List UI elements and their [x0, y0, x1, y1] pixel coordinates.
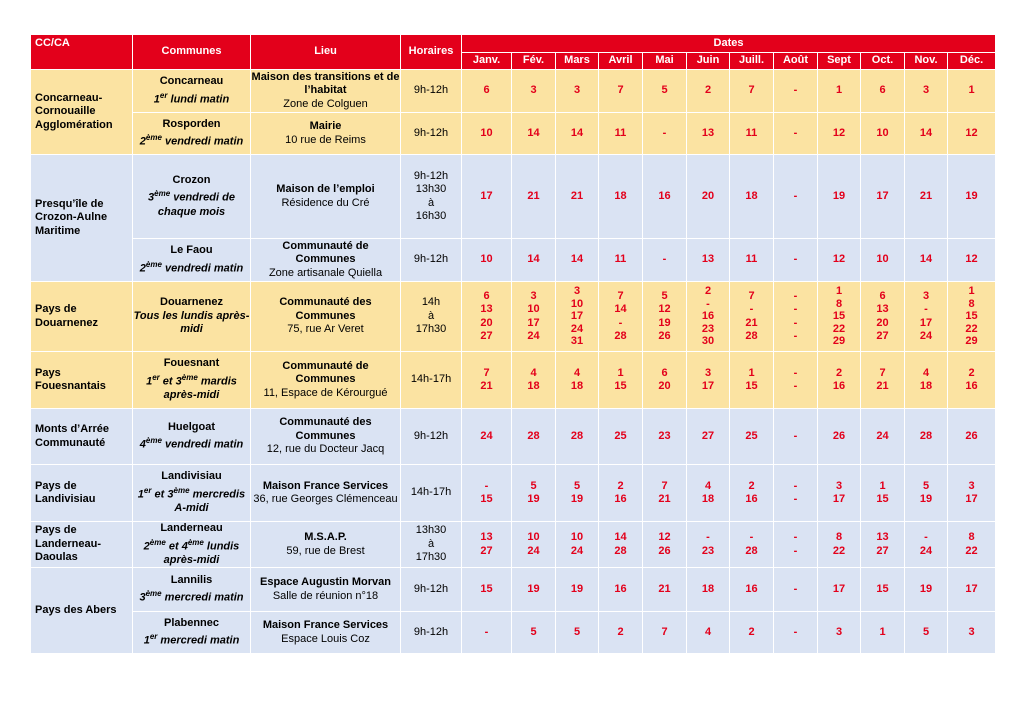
date-cell: 11	[730, 239, 774, 282]
date-cell: 6	[861, 70, 905, 113]
lieu-cell	[251, 522, 401, 568]
date-cell: 12	[818, 113, 861, 155]
date-cell: 3 10 17 24	[512, 282, 556, 352]
date-cell: 23	[643, 409, 687, 465]
date-cell: 24	[462, 409, 512, 465]
header-month: Nov.	[905, 53, 948, 70]
date-cell: 2	[730, 612, 774, 654]
date-cell: 8 22	[818, 522, 861, 568]
date-cell: 17	[818, 568, 861, 612]
date-cell: 18	[599, 155, 643, 239]
date-cell: 6 20	[643, 352, 687, 409]
lieu-address: Salle de réunion n°18	[272, 589, 379, 602]
lieu-title: Espace Augustin Morvan	[259, 576, 391, 589]
header-month: Fév.	[512, 53, 556, 70]
date-cell: 4 18	[512, 352, 556, 409]
table-row	[31, 155, 996, 239]
lieu-title: Maison des transitions et de l’habitat	[251, 70, 400, 97]
date-cell: 7	[730, 70, 774, 113]
date-cell: 21	[905, 155, 948, 239]
header-lieu: Lieu	[251, 35, 401, 70]
date-cell: 6	[462, 70, 512, 113]
table-row	[31, 568, 996, 612]
date-cell: 28	[905, 409, 948, 465]
date-cell: 13 27	[861, 522, 905, 568]
header-month: Oct.	[861, 53, 905, 70]
date-cell: 15	[462, 568, 512, 612]
date-cell: 19	[905, 568, 948, 612]
date-cell: -	[774, 568, 818, 612]
date-cell: 2	[687, 70, 730, 113]
horaires-cell: 13h30 à 17h30	[401, 522, 462, 568]
commune-cell	[133, 522, 251, 568]
date-cell: - -	[774, 465, 818, 522]
commune-name: Crozon	[172, 173, 211, 186]
date-cell: 14	[905, 113, 948, 155]
date-cell: 3	[948, 612, 996, 654]
commune-cell	[133, 113, 251, 155]
horaires-cell: 14h-17h	[401, 465, 462, 522]
date-cell: 7 - 21 28	[730, 282, 774, 352]
horaires-cell: 9h-12h	[401, 70, 462, 113]
date-cell: 19	[556, 568, 599, 612]
date-cell: 19	[512, 568, 556, 612]
date-cell: 18	[687, 568, 730, 612]
date-cell: - -	[774, 522, 818, 568]
commune-name: Fouesnant	[163, 357, 220, 370]
horaires-cell: 14h à 17h30	[401, 282, 462, 352]
header-month: Août	[774, 53, 818, 70]
date-cell: 5 19	[512, 465, 556, 522]
date-cell: 28	[512, 409, 556, 465]
horaires-cell: 9h-12h 13h30 à 16h30	[401, 155, 462, 239]
commune-name: Le Faou	[170, 244, 213, 257]
table-body	[31, 70, 996, 654]
date-cell: 7 21	[462, 352, 512, 409]
date-cell: 7 21	[643, 465, 687, 522]
lieu-address: 59, rue de Brest	[286, 544, 365, 557]
date-cell: 10	[861, 239, 905, 282]
commune-name: Landerneau	[160, 522, 223, 534]
date-cell: 7	[643, 612, 687, 654]
lieu-address: 75, rue Ar Veret	[287, 323, 364, 336]
date-cell: 19	[948, 155, 996, 239]
date-cell: - -	[774, 352, 818, 409]
date-cell: 17	[861, 155, 905, 239]
date-cell: 25	[730, 409, 774, 465]
table-row	[31, 409, 996, 465]
date-cell: 2 16	[599, 465, 643, 522]
header-horaires: Horaires	[401, 35, 462, 70]
lieu-cell	[251, 113, 401, 155]
commune-name: Huelgoat	[167, 420, 216, 433]
lieu-cell	[251, 409, 401, 465]
date-cell: 2 16	[730, 465, 774, 522]
header-cc: CC/CA	[31, 35, 133, 70]
date-cell: - 23	[687, 522, 730, 568]
commune-cell	[133, 568, 251, 612]
table-header	[31, 35, 996, 70]
date-cell: 5	[643, 70, 687, 113]
lieu-cell	[251, 352, 401, 409]
table-row	[31, 70, 996, 113]
date-cell: 12	[948, 113, 996, 155]
commune-frequency: 1er mercredi matin	[143, 632, 240, 647]
horaires-cell: 9h-12h	[401, 409, 462, 465]
lieu-cell	[251, 70, 401, 113]
date-cell: 11	[730, 113, 774, 155]
date-cell: 20	[687, 155, 730, 239]
date-cell: 12	[948, 239, 996, 282]
date-cell: 5	[905, 612, 948, 654]
date-cell: - 15	[462, 465, 512, 522]
date-cell: 8 22	[948, 522, 996, 568]
lieu-title: Communauté de Communes	[282, 239, 369, 266]
commune-frequency: 1er et 3ème mardis après-midi	[146, 372, 237, 402]
date-cell: 13	[687, 113, 730, 155]
date-cell: 3 17	[948, 465, 996, 522]
commune-frequency: 3ème vendredi de chaque mois	[148, 189, 235, 218]
date-cell: 16	[730, 568, 774, 612]
header-communes: Communes	[133, 35, 251, 70]
cc-name: Pays de Douarnenez	[31, 282, 133, 352]
lieu-address: Zone de Colguen	[283, 97, 368, 110]
date-cell: 26	[818, 409, 861, 465]
date-cell: 4 18	[556, 352, 599, 409]
date-cell: 13 27	[462, 522, 512, 568]
commune-name: Lannilis	[170, 573, 213, 586]
date-cell: -	[774, 70, 818, 113]
commune-cell	[133, 465, 251, 522]
date-cell: 3	[905, 70, 948, 113]
cc-name: Monts d’Arrée Communauté	[31, 409, 133, 465]
date-cell: -	[774, 155, 818, 239]
date-cell: 21	[512, 155, 556, 239]
date-cell: 19	[818, 155, 861, 239]
date-cell: 18	[730, 155, 774, 239]
table-row	[31, 465, 996, 522]
commune-frequency: 1er lundi matin	[153, 90, 230, 106]
date-cell: 4 18	[905, 352, 948, 409]
date-cell: -	[774, 239, 818, 282]
lieu-title: Communauté des Communes	[279, 296, 372, 322]
commune-frequency: 1er et 3ème mercredis A-midi	[137, 485, 246, 515]
date-cell: 1 15	[861, 465, 905, 522]
date-cell: 3 10 17 24 31	[556, 282, 599, 352]
header-dates: Dates	[462, 35, 996, 53]
horaires-cell: 9h-12h	[401, 568, 462, 612]
cc-name: Pays des Abers	[31, 568, 133, 654]
lieu-title: Maison France Services	[262, 479, 389, 492]
lieu-title: M.S.A.P.	[304, 531, 347, 544]
cc-name: Pays Fouesnantais	[31, 352, 133, 409]
lieu-address: 11, Espace de Kérourgué	[263, 386, 388, 399]
commune-name: Plabennec	[163, 616, 220, 629]
date-cell: -	[643, 239, 687, 282]
lieu-cell	[251, 282, 401, 352]
header-month: Avril	[599, 53, 643, 70]
cc-name: Concarneau-Cornouaille Agglomération	[31, 70, 133, 155]
date-cell: 5 12 19 26	[643, 282, 687, 352]
cc-name: Presqu’île de Crozon-Aulne Maritime	[31, 155, 133, 282]
date-cell: 4	[687, 612, 730, 654]
date-cell: 5	[556, 612, 599, 654]
date-cell: 21	[643, 568, 687, 612]
date-cell: 7 14 - 28	[599, 282, 643, 352]
table-row	[31, 282, 996, 352]
permanence-table	[30, 34, 996, 654]
horaires-cell: 14h-17h	[401, 352, 462, 409]
horaires-cell: 9h-12h	[401, 612, 462, 654]
date-cell: 10 24	[512, 522, 556, 568]
date-cell: 10 24	[556, 522, 599, 568]
date-cell: 3 17	[687, 352, 730, 409]
date-cell: 14	[905, 239, 948, 282]
date-cell: 16	[599, 568, 643, 612]
commune-cell	[133, 612, 251, 654]
date-cell: 3 - 17 24	[905, 282, 948, 352]
date-cell: 24	[861, 409, 905, 465]
lieu-address: Zone artisanale Quiella	[268, 266, 383, 279]
table-row	[31, 239, 996, 282]
date-cell: 14	[512, 113, 556, 155]
date-cell: 15	[861, 568, 905, 612]
date-cell: 10	[861, 113, 905, 155]
horaires-cell: 9h-12h	[401, 113, 462, 155]
date-cell: 17	[948, 568, 996, 612]
date-cell: 1 15	[730, 352, 774, 409]
date-cell: 7	[599, 70, 643, 113]
date-cell: 1 8 15 22 29	[818, 282, 861, 352]
date-cell: 10	[462, 113, 512, 155]
lieu-address: Espace Louis Coz	[281, 632, 370, 645]
date-cell: 17	[462, 155, 512, 239]
date-cell: 14	[556, 113, 599, 155]
table-row	[31, 113, 996, 155]
cc-name: Pays de Landerneau-Daoulas	[31, 522, 133, 568]
date-cell: -	[774, 409, 818, 465]
date-cell: 28	[556, 409, 599, 465]
lieu-title: Communauté des Communes	[279, 416, 372, 442]
date-cell: 3	[556, 70, 599, 113]
lieu-title: Communauté de Communes	[282, 359, 369, 386]
date-cell: 5	[512, 612, 556, 654]
date-cell: -	[643, 113, 687, 155]
date-cell: 2 16	[818, 352, 861, 409]
lieu-address: Résidence du Cré	[281, 196, 370, 209]
date-cell: 7 21	[861, 352, 905, 409]
date-cell: 3	[512, 70, 556, 113]
date-cell: 13	[687, 239, 730, 282]
commune-cell	[133, 155, 251, 239]
date-cell: 10	[462, 239, 512, 282]
date-cell: 14 28	[599, 522, 643, 568]
date-cell: - 28	[730, 522, 774, 568]
date-cell: 4 18	[687, 465, 730, 522]
lieu-cell	[251, 612, 401, 654]
header-month: Mars	[556, 53, 599, 70]
date-cell: 6 13 20 27	[861, 282, 905, 352]
table-row	[31, 612, 996, 654]
commune-frequency: Tous les lundis après-midi	[133, 309, 250, 336]
commune-frequency: 2ème et 4ème lundis après-midi	[143, 537, 240, 566]
lieu-title: Maison France Services	[262, 619, 389, 632]
commune-frequency: 4ème vendredi matin	[139, 436, 244, 451]
commune-name: Rosporden	[162, 117, 221, 130]
header-month: Déc.	[948, 53, 996, 70]
lieu-address: 10 rue de Reims	[285, 133, 366, 146]
commune-cell	[133, 239, 251, 282]
commune-frequency: 2ème vendredi matin	[139, 259, 244, 275]
lieu-cell	[251, 239, 401, 282]
commune-frequency: 3ème mercredi matin	[139, 589, 244, 604]
date-cell: 1	[818, 70, 861, 113]
date-cell: 5 19	[556, 465, 599, 522]
commune-cell	[133, 282, 251, 352]
lieu-cell	[251, 155, 401, 239]
date-cell: 14	[556, 239, 599, 282]
commune-cell	[133, 70, 251, 113]
horaires-cell: 9h-12h	[401, 239, 462, 282]
header-month: Juill.	[730, 53, 774, 70]
date-cell: 3 17	[818, 465, 861, 522]
table-row	[31, 522, 996, 568]
date-cell: 11	[599, 239, 643, 282]
header-month: Juin	[687, 53, 730, 70]
date-cell: - - - -	[774, 282, 818, 352]
date-cell: 6 13 20 27	[462, 282, 512, 352]
date-cell: 25	[599, 409, 643, 465]
date-cell: 1 8 15 22 29	[948, 282, 996, 352]
date-cell: - 24	[905, 522, 948, 568]
date-cell: 2	[599, 612, 643, 654]
date-cell: 3	[818, 612, 861, 654]
lieu-cell	[251, 465, 401, 522]
date-cell: 2 - 16 23 30	[687, 282, 730, 352]
date-cell: 12	[818, 239, 861, 282]
header-month: Janv.	[462, 53, 512, 70]
header-month: Mai	[643, 53, 687, 70]
commune-name: Landivisiau	[161, 470, 222, 483]
date-cell: -	[462, 612, 512, 654]
header-month: Sept	[818, 53, 861, 70]
commune-name: Concarneau	[159, 75, 224, 88]
date-cell: -	[774, 612, 818, 654]
date-cell: 1	[948, 70, 996, 113]
commune-frequency: 2ème vendredi matin	[139, 133, 244, 148]
date-cell: 1 15	[599, 352, 643, 409]
date-cell: -	[774, 113, 818, 155]
date-cell: 2 16	[948, 352, 996, 409]
lieu-cell	[251, 568, 401, 612]
date-cell: 12 26	[643, 522, 687, 568]
date-cell: 16	[643, 155, 687, 239]
lieu-title: Mairie	[309, 120, 342, 132]
date-cell: 14	[512, 239, 556, 282]
cc-name: Pays de Landivisiau	[31, 465, 133, 522]
commune-cell	[133, 409, 251, 465]
lieu-title: Maison de l’emploi	[276, 183, 375, 195]
date-cell: 21	[556, 155, 599, 239]
date-cell: 1	[861, 612, 905, 654]
lieu-address: 12, rue du Docteur Jacq	[266, 443, 385, 456]
date-cell: 27	[687, 409, 730, 465]
commune-name: Douarnenez	[160, 296, 223, 309]
table-row	[31, 352, 996, 409]
date-cell: 5 19	[905, 465, 948, 522]
commune-cell	[133, 352, 251, 409]
date-cell: 11	[599, 113, 643, 155]
date-cell: 26	[948, 409, 996, 465]
lieu-address: 36, rue Georges Clémenceau	[253, 493, 398, 505]
